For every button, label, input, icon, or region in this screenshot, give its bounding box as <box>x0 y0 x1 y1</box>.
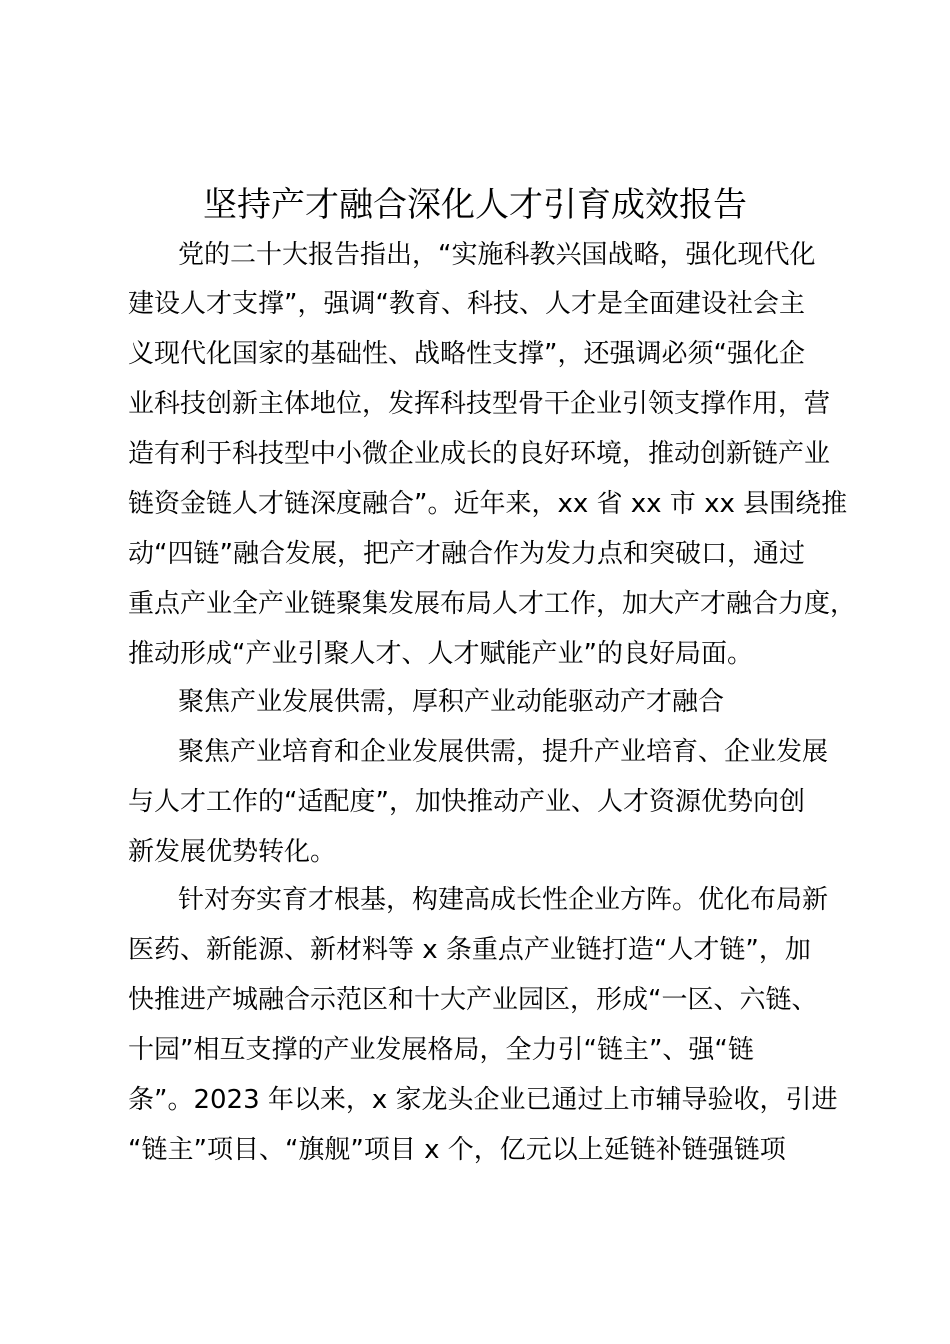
paragraph-line: “链主”项目、“旗舰”项目 x 个，亿元以上延链补链强链项 <box>128 1135 786 1165</box>
paragraph-line: 动“四链”融合发展，把产才融合作为发力点和突破口，通过 <box>128 539 805 569</box>
paragraph-line: 聚焦产业培育和企业发展供需，提升产业培育、企业发展 <box>178 737 829 767</box>
paragraph-line: 条”。2023 年以来，x 家龙头企业已通过上市辅导验收，引进 <box>128 1085 838 1115</box>
paragraph-line: 新发展优势转化。 <box>128 837 337 867</box>
paragraph-line: 医药、新能源、新材料等 x 条重点产业链打造“人才链”，加 <box>128 935 811 965</box>
paragraph-line: 党的二十大报告指出，“实施科教兴国战略，强化现代化 <box>178 240 816 270</box>
paragraph-line: 推动形成“产业引聚人才、人才赋能产业”的良好局面。 <box>128 639 753 669</box>
paragraph-line: 建设人才支撑”，强调“教育、科技、人才是全面建设社会主 <box>128 289 805 319</box>
paragraph-line: 快推进产城融合示范区和十大产业园区，形成“一区、六链、 <box>128 985 818 1015</box>
paragraph-line: 十园”相互支撑的产业发展格局，全力引“链主”、强“链 <box>128 1035 754 1065</box>
paragraph-line: 业科技创新主体地位，发挥科技型骨干企业引领支撑作用，营 <box>128 389 831 419</box>
paragraph-line: 与人才工作的“适配度”，加快推动产业、人才资源优势向创 <box>128 787 805 817</box>
document-title: 坚持产才融合深化人才引育成效报告 <box>203 185 747 225</box>
paragraph-line: 造有利于科技型中小微企业成长的良好环境，推动创新链产业 <box>128 439 831 469</box>
paragraph-line: 重点产业全产业链聚集发展布局人才工作，加大产才融合力度， <box>128 589 857 619</box>
paragraph-line: 针对夯实育才根基，构建高成长性企业方阵。优化布局新 <box>178 885 829 915</box>
paragraph-line: 义现代化国家的基础性、战略性支撑”，还强调必须“强化企 <box>128 339 805 369</box>
paragraph-line: 链资金链人才链深度融合”。近年来，xx 省 xx 市 xx 县围绕推 <box>128 489 848 519</box>
section-heading: 聚焦产业发展供需，厚积产业动能驱动产才融合 <box>178 687 725 717</box>
